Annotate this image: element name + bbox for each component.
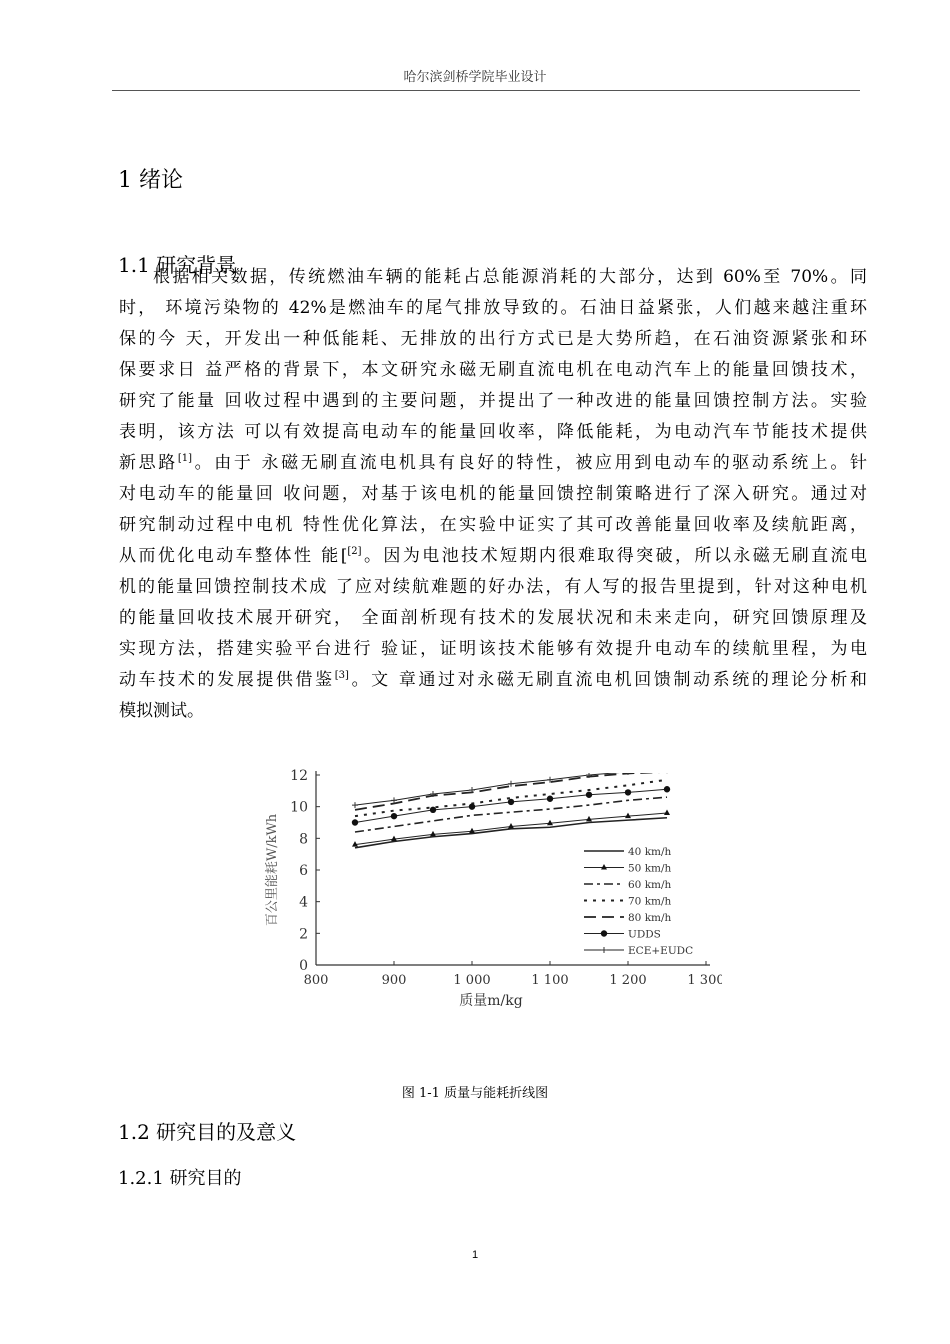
y-tick-label: 12 [290,768,308,784]
y-tick-label: 2 [299,926,308,943]
y-tick-label: 6 [299,863,308,879]
data-point [469,803,475,809]
data-point [586,816,592,822]
data-point [664,767,670,773]
data-point [430,807,436,813]
text-line [119,417,867,448]
text-segment: 模拟测试。 [119,701,204,721]
legend-label: UDDS [628,928,661,941]
legend-label: 70 km/h [628,895,672,908]
x-tick-label: 1 000 [453,973,491,988]
data-point [391,813,397,819]
legend-label: 40 km/h [628,846,672,858]
text-segment: 从而优化电动车整体性 能[ [119,546,348,566]
text-segment: 表明，该方法 可以有效提高电动车的能量回收率，降低能耗，为电动汽车节能技术提供 [119,422,867,442]
section-title-1-1: 1.1 研究背景 [118,253,237,277]
series-line-udds [355,789,667,822]
text-line [119,510,867,541]
text-segment: 时， 环境污染物的 42%是燃油车的尾气排放导致的。石油日益紧张，人们越来越注重环 [119,298,867,318]
text-line [119,696,867,727]
x-tick-label: 900 [381,973,407,988]
text-line [119,293,867,324]
text-segment: 保的今 天，开发出一种低能耗、无排放的出行方式已是大势所趋，在石油资源紧张和环 [119,329,867,349]
text-line [119,448,867,479]
data-point [547,820,553,826]
page-number: 1 [471,1249,479,1261]
text-line [119,324,867,355]
data-point [430,831,436,837]
data-point [508,799,514,805]
text-line [119,386,867,417]
y-axis-label: 百公里能耗W/kWh [265,813,280,927]
chapter-title: 1 绪论 [118,168,183,193]
text-segment: 保要求日 益严格的背景下，本文研究永磁无刷直流电机在电动汽车上的能量回馈技术， [119,360,867,380]
data-point [625,813,631,819]
text-line [119,479,867,510]
data-point [508,823,514,829]
x-tick-label: 1 200 [609,973,647,988]
chart-svg [262,765,722,1015]
x-tick-label: 1 100 [531,973,569,988]
legend-marker [601,864,607,870]
text-line [119,541,867,572]
y-tick-label: 10 [290,799,308,816]
header-divider [112,90,860,91]
text-segment: 根据相关数据，传统燃油车辆的能耗占总能源消耗的大部分，达到 60%至 70%。同 [153,267,867,287]
data-point [625,789,631,795]
legend-label: ECE+EUDC [628,945,694,957]
y-tick-label: 4 [299,894,308,911]
text-segment: 。因为电池技术短期内很难取得突破，所以永磁无刷直流电 [361,546,867,566]
citation-ref: [2] [347,546,362,557]
text-segment: 的能量回收技术展开研究， 全面剖析现有技术的发展状况和未来走向，研究回馈原理及 [119,608,867,628]
text-segment: 。文 章通过对永磁无刷直流电机回馈制动系统的理论分析和 [348,670,867,690]
text-segment: 机的能量回馈控制技术成 了应对续航难题的好办法，有人写的报告里提到，针对这种电机 [119,577,867,597]
text-line [119,665,867,696]
section-title-1-2-1: 1.2.1 研究目的 [118,1168,242,1189]
text-line [119,572,867,603]
text-segment: 实现方法，搭建实验平台进行 验证，证明该技术能够有效提升电动车的续航里程，为电 [119,639,867,659]
text-line [119,634,867,665]
text-line [119,355,867,386]
data-point [664,786,670,792]
citation-ref: [1] [177,453,193,464]
text-segment: 动车技术的发展提供借鉴 [119,670,335,690]
data-point [547,796,553,802]
mass-energy-line-chart [262,765,722,1015]
page-header: 哈尔滨剑桥学院毕业设计 [403,70,547,85]
legend-label: 50 km/h [628,862,672,875]
data-point [664,810,670,816]
data-point [352,819,358,825]
x-tick-label: 1 300 [687,973,722,988]
y-tick-label: 0 [299,958,308,974]
x-tick-label: 800 [303,973,329,988]
section-title-1-2: 1.2 研究目的及意义 [118,1120,297,1144]
body-paragraph [119,262,867,727]
text-line [119,603,867,634]
text-segment: 对电动车的能量回 收问题，对基于该电机的能量回馈控制策略进行了深入研究。通过对 [119,484,867,504]
legend-marker [601,930,607,936]
text-segment: 研究制动过程中电机 特性优化算法，在实验中证实了其可改善能量回收率及续航距离， [119,515,867,535]
text-segment: 新思路 [119,453,178,473]
text-segment: 。由于 永磁无刷直流电机具有良好的特性，被应用到电动车的驱动系统上。针 [192,453,868,473]
x-axis-label: 质量m/kg [459,993,523,1009]
text-line [119,262,867,293]
y-tick-label: 8 [299,831,308,848]
legend-marker [601,947,607,953]
series-line-40-km-h [355,818,667,848]
legend-label: 80 km/h [628,912,672,924]
data-point [352,802,358,808]
legend-label: 60 km/h [628,879,672,891]
text-segment: 研究了能量 回收过程中遇到的主要问题，并提出了一种改进的能量回馈控制方法。实验 [119,391,867,411]
data-point [586,792,592,798]
figure-caption: 图 1-1 质量与能耗折线图 [401,1086,549,1101]
citation-ref: [3] [334,670,349,681]
